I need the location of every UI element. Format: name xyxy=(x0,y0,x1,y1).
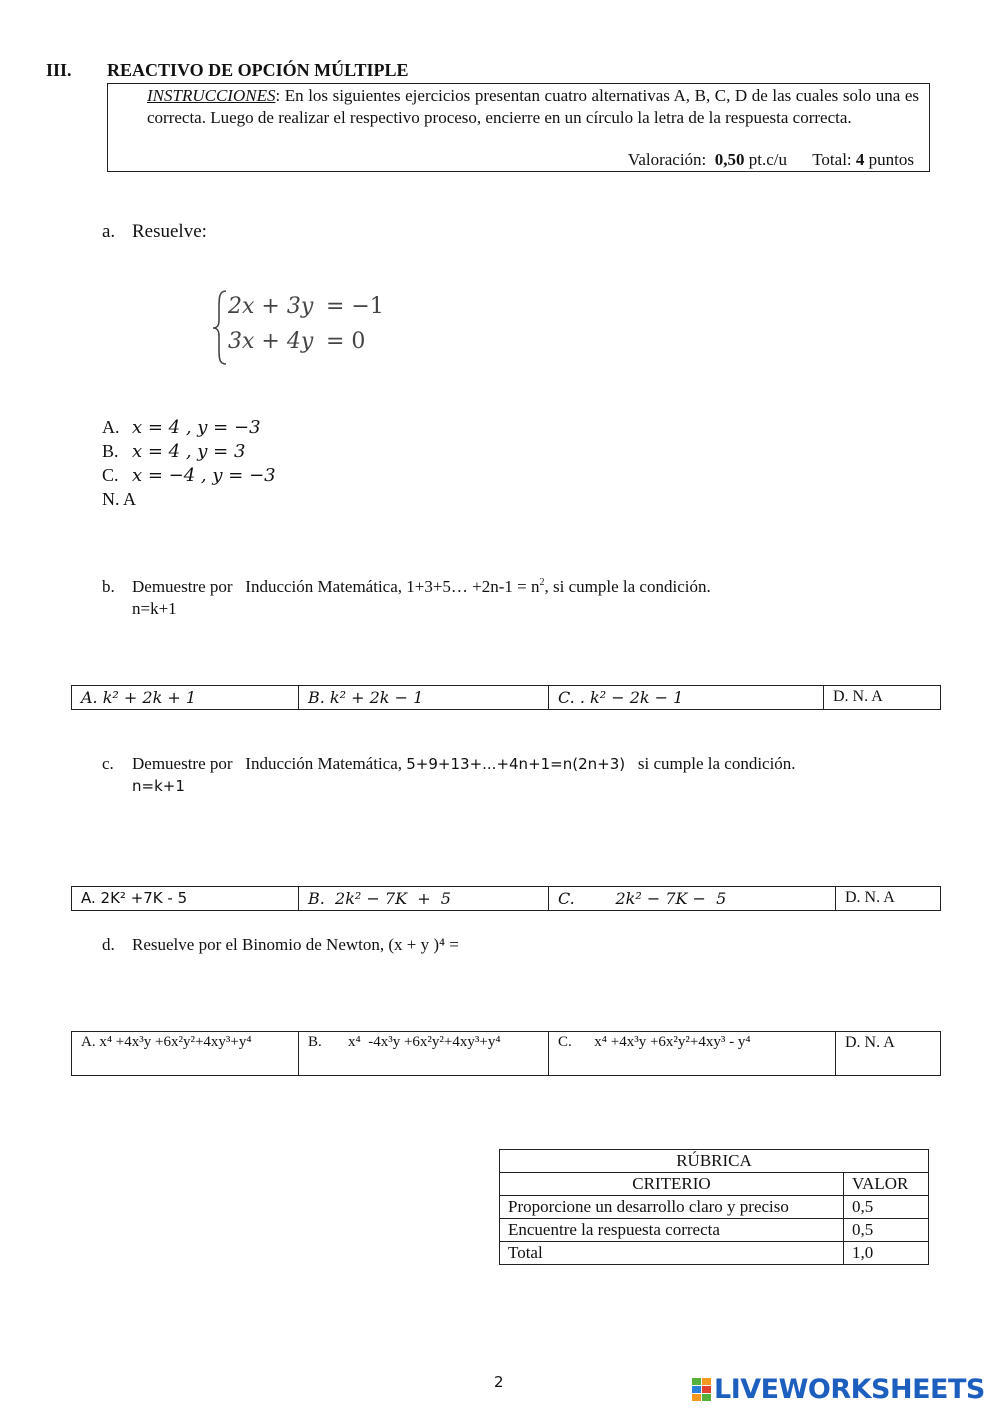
question-a-text: Resuelve: xyxy=(132,221,207,242)
question-d-option-b[interactable]: B. x⁴ -4x³y +6x²y²+4xy³+y⁴ xyxy=(299,1032,549,1076)
question-b-option-a[interactable]: A. k² + 2k + 1 xyxy=(72,686,299,710)
question-c-formula: 5+9+13+...+4n+1=n(2n+3) xyxy=(406,755,626,773)
logo-tiles-icon xyxy=(692,1378,712,1402)
equation-1-lhs: 2x + 3y xyxy=(228,294,314,319)
instructions-label: INSTRUCCIONES xyxy=(147,86,276,105)
rubric-row-criterio: Proporcione un desarrollo claro y preciso xyxy=(500,1196,844,1219)
rubric-header-criterio: CRITERIO xyxy=(500,1173,844,1196)
option-c-letter: C. xyxy=(102,465,119,485)
rubric-title: RÚBRICA xyxy=(500,1150,929,1173)
option-a-value[interactable]: x = 4 , y = −3 xyxy=(132,417,261,438)
brand-wordmark: LIVEWORKSHEETS xyxy=(714,1374,985,1405)
section-number: III. xyxy=(46,60,72,80)
equation-system xyxy=(210,288,410,368)
question-b-text-main: Demuestre por Inducción Matemática, 1+3+5… +2n-1 = n xyxy=(132,577,540,596)
question-c-option-b[interactable]: B. 2k² − 7K + 5 xyxy=(299,887,549,911)
total-value: 4 xyxy=(855,150,865,169)
rubric-header-valor: VALOR xyxy=(844,1173,929,1196)
question-b-exponent: 2 xyxy=(539,577,545,588)
question-c-option-a[interactable]: A. 2K² +7K - 5 xyxy=(72,887,299,911)
question-b-text xyxy=(132,577,711,597)
question-b-condition: n=k+1 xyxy=(132,599,177,618)
question-d-option-d[interactable]: D. N. A xyxy=(836,1032,941,1076)
liveworksheets-logo xyxy=(692,1376,992,1406)
question-b-option-c[interactable]: C. . k² − 2k − 1 xyxy=(549,686,824,710)
question-d-text: Resuelve por el Binomio de Newton, (x + y )⁴ = xyxy=(132,935,459,954)
question-d-options xyxy=(71,1031,941,1076)
question-b-label: b. xyxy=(102,577,115,596)
total-unit: puntos xyxy=(868,150,914,169)
left-brace-icon xyxy=(210,288,230,368)
equation-2-lhs: 3x + 4y xyxy=(228,329,314,354)
option-c-value[interactable]: x = −4 , y = −3 xyxy=(132,465,276,486)
rubric-row-criterio: Encuentre la respuesta correcta xyxy=(500,1219,844,1242)
question-c-condition: n=k+1 xyxy=(132,777,185,795)
question-b-options xyxy=(71,685,941,710)
rubric-row-valor: 0,5 xyxy=(844,1196,929,1219)
option-d-value[interactable]: N. A xyxy=(102,489,137,509)
question-d-option-a[interactable]: A. x⁴ +4x³y +6x²y²+4xy³+y⁴ xyxy=(72,1032,299,1076)
equation-1-rhs: = −1 xyxy=(326,294,384,319)
valoracion-value: 0,50 xyxy=(714,150,745,169)
valoracion-unit: pt.c/u xyxy=(748,150,788,169)
question-b-option-b[interactable]: B. k² + 2k − 1 xyxy=(299,686,549,710)
option-a-letter: A. xyxy=(102,417,120,437)
question-c-label: c. xyxy=(102,754,114,773)
question-d-option-c[interactable]: C. x⁴ +4x³y +6x²y²+4xy³ - y⁴ xyxy=(549,1032,836,1076)
question-c-text xyxy=(132,754,796,774)
question-c-text-main: Demuestre por Inducción Matemática, xyxy=(132,754,403,773)
rubric-row-criterio: Total xyxy=(500,1242,844,1265)
instructions-box xyxy=(107,83,930,172)
instructions-paragraph xyxy=(147,85,919,129)
rubric-row-valor: 1,0 xyxy=(844,1242,929,1265)
page-number: 2 xyxy=(494,1373,504,1391)
section-title: REACTIVO DE OPCIÓN MÚLTIPLE xyxy=(107,60,409,80)
rubric-row-valor: 0,5 xyxy=(844,1219,929,1242)
total-label: Total: xyxy=(812,150,852,169)
valoracion-label: Valoración: xyxy=(627,150,707,169)
question-d-label: d. xyxy=(102,935,115,954)
question-c-option-d[interactable]: D. N. A xyxy=(836,887,941,911)
question-b-text-end: , si cumple la condición. xyxy=(544,577,711,596)
question-c-option-c[interactable]: C. 2k² − 7K − 5 xyxy=(549,887,836,911)
valoracion-line xyxy=(628,150,914,170)
option-b-letter: B. xyxy=(102,441,119,461)
question-a-label: a. xyxy=(102,221,116,242)
question-c-options xyxy=(71,886,941,911)
rubric-table xyxy=(499,1149,929,1265)
question-b-option-d[interactable]: D. N. A xyxy=(824,686,941,710)
equation-2-rhs: = 0 xyxy=(326,329,366,354)
instructions-text: : En los siguientes ejercicios presentan cuatro alternativas A, B, C, D de las cuales solo una es correcta. Luego de realizar el respectivo proceso, encierre en un círculo la letra de la respuesta correcta. xyxy=(147,86,919,127)
question-c-text-end: si cumple la condición. xyxy=(637,754,796,773)
option-b-value[interactable]: x = 4 , y = 3 xyxy=(132,441,246,462)
